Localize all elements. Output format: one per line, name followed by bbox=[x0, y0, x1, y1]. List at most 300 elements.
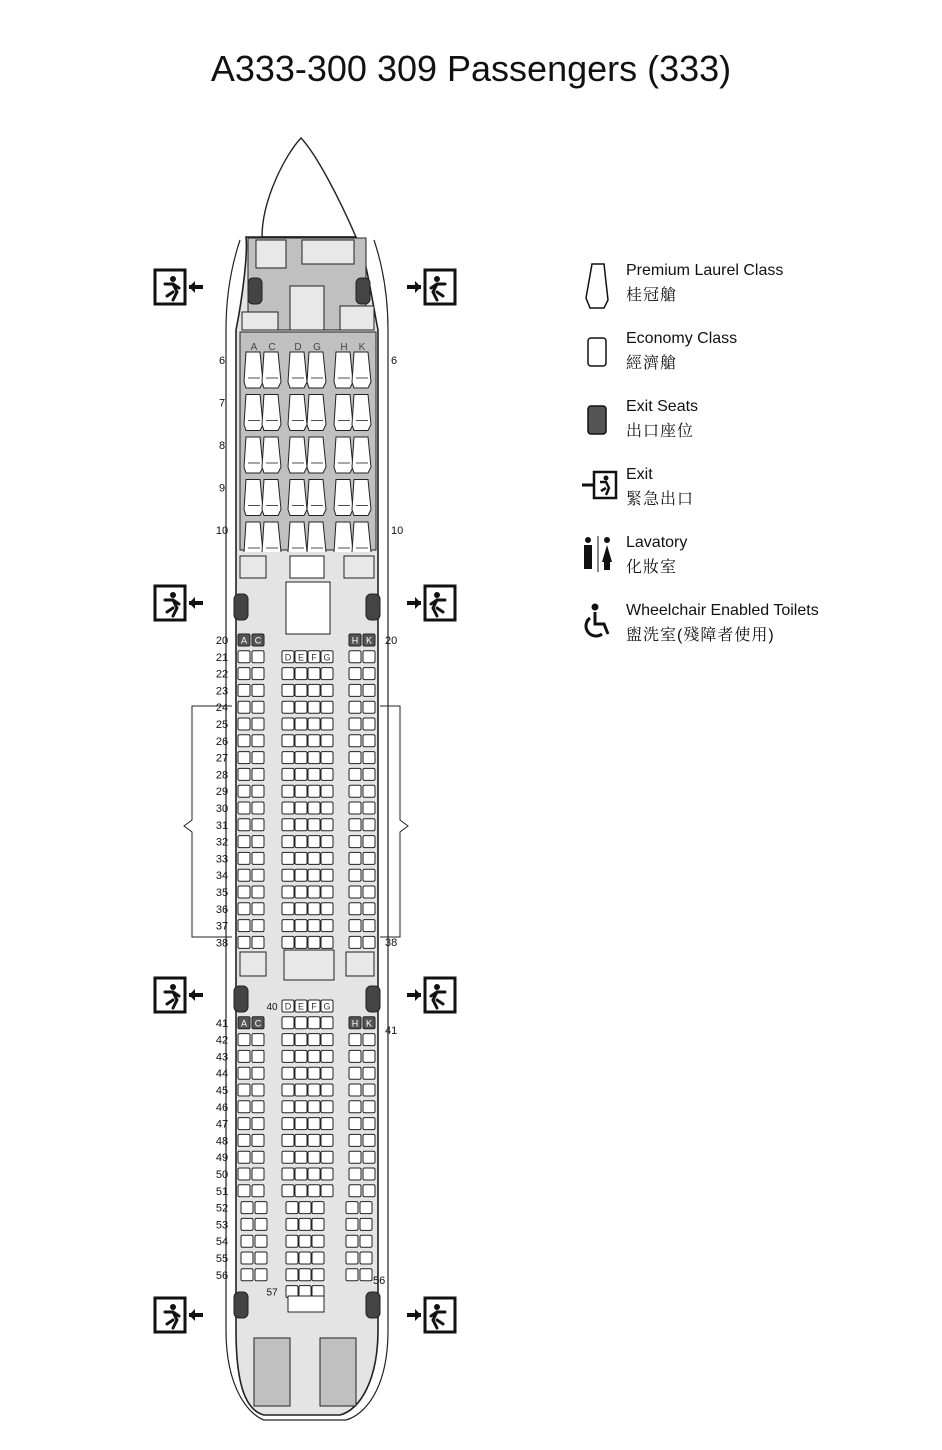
seat-body bbox=[282, 1134, 294, 1146]
legend-label-en: Exit Seats bbox=[626, 398, 699, 415]
exit-arrow-head bbox=[415, 1309, 421, 1321]
seat-body bbox=[308, 819, 320, 831]
seat-body bbox=[238, 886, 250, 898]
seat-body bbox=[308, 903, 320, 915]
economy-seat bbox=[346, 1252, 358, 1264]
economy-seat bbox=[295, 1017, 307, 1029]
seat-body bbox=[299, 1202, 311, 1214]
seat-body bbox=[282, 735, 294, 747]
premium-seat-icon bbox=[578, 262, 618, 312]
seat-letter: K bbox=[365, 635, 373, 646]
seat-letter: F bbox=[311, 1001, 317, 1012]
seat-body bbox=[282, 936, 294, 948]
economy-seat bbox=[252, 920, 264, 932]
exit-frame bbox=[155, 978, 185, 1012]
seat-body bbox=[241, 1252, 253, 1264]
economy-seat bbox=[252, 869, 264, 881]
economy-seat bbox=[363, 1034, 375, 1046]
economy-seat bbox=[282, 785, 294, 797]
economy-seat bbox=[321, 651, 333, 663]
seat-body bbox=[238, 1151, 250, 1163]
economy-seat bbox=[346, 1269, 358, 1281]
economy-seat bbox=[238, 1084, 250, 1096]
economy-seat bbox=[282, 1101, 294, 1113]
economy-seat bbox=[321, 1101, 333, 1113]
seat-body bbox=[299, 1269, 311, 1281]
legend-label-zh: 緊急出口 bbox=[626, 491, 695, 508]
legend-label-en: Lavatory bbox=[626, 534, 688, 551]
seat-body bbox=[308, 1185, 320, 1197]
right-brace bbox=[380, 706, 408, 937]
economy-seat bbox=[295, 1034, 307, 1046]
seat-body bbox=[349, 752, 361, 764]
row-label: 46 bbox=[215, 1101, 229, 1114]
economy-seat bbox=[308, 752, 320, 764]
economy-seat bbox=[363, 819, 375, 831]
seat-body bbox=[363, 920, 375, 932]
economy-seat bbox=[360, 1269, 372, 1281]
seat-body bbox=[349, 684, 361, 696]
exit-figure-body bbox=[431, 600, 445, 616]
exit-seat-shape bbox=[588, 406, 606, 434]
economy-seat bbox=[321, 836, 333, 848]
seat-body bbox=[363, 819, 375, 831]
seat-body bbox=[321, 1101, 333, 1113]
door bbox=[248, 278, 262, 304]
economy-seat bbox=[321, 869, 333, 881]
seat-body bbox=[363, 752, 375, 764]
seat-body bbox=[363, 651, 375, 663]
seat-body bbox=[349, 852, 361, 864]
economy-seat bbox=[282, 852, 294, 864]
seat-letter: D bbox=[294, 342, 302, 353]
premium-seat bbox=[334, 437, 353, 473]
premium-seat bbox=[288, 352, 307, 388]
seat-body bbox=[346, 1235, 358, 1247]
economy-seat bbox=[282, 1151, 294, 1163]
seat-body bbox=[295, 1101, 307, 1113]
economy-seat bbox=[238, 836, 250, 848]
exit-icon bbox=[407, 1298, 455, 1332]
economy-seat bbox=[238, 768, 250, 780]
wheelchair-toilets bbox=[284, 950, 334, 980]
seat-body bbox=[308, 1118, 320, 1130]
man-body bbox=[584, 545, 592, 569]
economy-seat bbox=[321, 819, 333, 831]
seat-body bbox=[282, 768, 294, 780]
seat-body bbox=[295, 668, 307, 680]
economy-seat bbox=[252, 1185, 264, 1197]
economy-seat bbox=[286, 1202, 298, 1214]
economy-seat bbox=[363, 768, 375, 780]
seat-body bbox=[282, 1050, 294, 1062]
row-label: 26 bbox=[215, 735, 229, 748]
row-label: 10 bbox=[391, 525, 404, 537]
premium-seat-shell bbox=[288, 395, 307, 431]
economy-seat bbox=[349, 802, 361, 814]
seat-body bbox=[308, 886, 320, 898]
seat-body bbox=[252, 819, 264, 831]
exit-seat bbox=[363, 1017, 375, 1029]
exit-figure-body bbox=[431, 1312, 445, 1328]
seat-body bbox=[286, 1252, 298, 1264]
seat-body bbox=[295, 1151, 307, 1163]
rear-lavatory-right bbox=[346, 952, 374, 976]
exit-arrow-head bbox=[189, 281, 195, 293]
seat-body bbox=[321, 785, 333, 797]
seat-body bbox=[321, 1034, 333, 1046]
seat-body bbox=[321, 1134, 333, 1146]
seat-body bbox=[252, 1118, 264, 1130]
economy-seat bbox=[295, 903, 307, 915]
row-label: 43 bbox=[215, 1051, 229, 1064]
economy-seat bbox=[308, 1134, 320, 1146]
economy-seat bbox=[308, 718, 320, 730]
economy-seat bbox=[321, 903, 333, 915]
economy-seat bbox=[363, 684, 375, 696]
seat-body bbox=[252, 768, 264, 780]
row-label: 55 bbox=[215, 1253, 229, 1265]
economy-seat bbox=[295, 836, 307, 848]
economy-seat bbox=[321, 802, 333, 814]
economy-seat bbox=[252, 852, 264, 864]
economy-seat bbox=[282, 802, 294, 814]
economy-seat bbox=[363, 1101, 375, 1113]
seat-body bbox=[363, 1134, 375, 1146]
economy-seat bbox=[363, 802, 375, 814]
seat-body bbox=[295, 936, 307, 948]
seat-body bbox=[238, 903, 250, 915]
seat-body bbox=[308, 1168, 320, 1180]
seat-body bbox=[295, 684, 307, 696]
seat-body bbox=[282, 819, 294, 831]
economy-seat bbox=[295, 785, 307, 797]
seat-body bbox=[282, 684, 294, 696]
seat-body bbox=[295, 819, 307, 831]
seat-body bbox=[349, 701, 361, 713]
economy-seat bbox=[349, 936, 361, 948]
economy-seat bbox=[295, 684, 307, 696]
economy-seat bbox=[308, 668, 320, 680]
premium-seat-shell bbox=[244, 352, 263, 388]
economy-seat bbox=[349, 701, 361, 713]
economy-seat bbox=[363, 920, 375, 932]
seat-letter: D bbox=[284, 652, 292, 663]
seat-body bbox=[295, 1134, 307, 1146]
legend-item bbox=[578, 534, 938, 594]
economy-seat bbox=[321, 1134, 333, 1146]
seat-body bbox=[252, 668, 264, 680]
economy-seat bbox=[255, 1252, 267, 1264]
seat-body bbox=[295, 785, 307, 797]
seat-body bbox=[282, 785, 294, 797]
seat-body bbox=[363, 936, 375, 948]
mid-bulkhead bbox=[290, 556, 324, 578]
seat-body bbox=[308, 869, 320, 881]
economy-seat bbox=[349, 651, 361, 663]
door bbox=[366, 594, 380, 620]
seat-body bbox=[282, 903, 294, 915]
seat-body bbox=[349, 668, 361, 680]
seat-body bbox=[349, 936, 361, 948]
economy-seat bbox=[363, 735, 375, 747]
seat-body bbox=[238, 735, 250, 747]
seat-body bbox=[252, 785, 264, 797]
seat-body bbox=[308, 1067, 320, 1079]
premium-seat-shell bbox=[352, 480, 371, 516]
economy-seat bbox=[282, 1168, 294, 1180]
row-label: 34 bbox=[215, 870, 229, 883]
economy-seat bbox=[238, 936, 250, 948]
economy-seat bbox=[349, 886, 361, 898]
wheelchair-head bbox=[592, 604, 599, 611]
premium-seat bbox=[244, 395, 263, 431]
legend-item bbox=[578, 330, 938, 390]
premium-seat bbox=[352, 395, 371, 431]
economy-seat bbox=[363, 903, 375, 915]
exit-arrow-head bbox=[415, 597, 421, 609]
seat-body bbox=[238, 768, 250, 780]
exit-seat bbox=[252, 1017, 264, 1029]
premium-seat bbox=[307, 352, 326, 388]
seat-body bbox=[321, 1168, 333, 1180]
economy-seat bbox=[238, 1101, 250, 1113]
seat-body bbox=[349, 718, 361, 730]
economy-seat bbox=[252, 768, 264, 780]
economy-seat bbox=[252, 1034, 264, 1046]
seat-body bbox=[349, 1034, 361, 1046]
economy-seat bbox=[238, 684, 250, 696]
seat-body bbox=[363, 718, 375, 730]
seat-body bbox=[295, 1118, 307, 1130]
seat-body bbox=[321, 852, 333, 864]
row-label: 6 bbox=[391, 355, 398, 367]
economy-seat bbox=[252, 1168, 264, 1180]
seat-body bbox=[363, 684, 375, 696]
seat-body bbox=[363, 1084, 375, 1096]
economy-seat bbox=[295, 802, 307, 814]
seat-body bbox=[321, 1118, 333, 1130]
economy-seat bbox=[363, 1118, 375, 1130]
seat-body bbox=[321, 768, 333, 780]
seat-body bbox=[308, 684, 320, 696]
economy-seat bbox=[282, 668, 294, 680]
seat-letter: G bbox=[313, 342, 321, 353]
exit-seat bbox=[349, 1017, 361, 1029]
economy-seat bbox=[238, 735, 250, 747]
seat-letter: A bbox=[240, 1018, 248, 1029]
seat-body bbox=[252, 1084, 264, 1096]
premium-seat bbox=[262, 480, 281, 516]
economy-seat bbox=[238, 1185, 250, 1197]
seat-body bbox=[255, 1235, 267, 1247]
economy-seat bbox=[282, 1067, 294, 1079]
economy-seat bbox=[363, 785, 375, 797]
economy-seat bbox=[282, 836, 294, 848]
economy-seat bbox=[252, 752, 264, 764]
economy-seat bbox=[321, 718, 333, 730]
economy-seat bbox=[295, 936, 307, 948]
economy-seat bbox=[252, 735, 264, 747]
seat-body bbox=[321, 903, 333, 915]
seat-body bbox=[349, 1185, 361, 1197]
premium-seat bbox=[262, 395, 281, 431]
seat-letter: H bbox=[351, 1018, 359, 1029]
seat-body bbox=[346, 1269, 358, 1281]
economy-seat bbox=[255, 1218, 267, 1230]
economy-seat bbox=[349, 785, 361, 797]
seat-body bbox=[363, 1034, 375, 1046]
seat-body bbox=[349, 1168, 361, 1180]
seat-body bbox=[308, 920, 320, 932]
seat-body bbox=[349, 651, 361, 663]
seat-body bbox=[282, 1118, 294, 1130]
seat-body bbox=[295, 836, 307, 848]
seat-body bbox=[363, 1101, 375, 1113]
seat-body bbox=[282, 1185, 294, 1197]
seat-body bbox=[360, 1235, 372, 1247]
seat-body bbox=[295, 869, 307, 881]
seat-body bbox=[349, 1101, 361, 1113]
economy-seat bbox=[252, 1151, 264, 1163]
seat-body bbox=[308, 852, 320, 864]
seat-body bbox=[349, 802, 361, 814]
economy-seat bbox=[299, 1202, 311, 1214]
seat-body bbox=[308, 1084, 320, 1096]
economy-seat bbox=[282, 1034, 294, 1046]
row-label: 20 bbox=[215, 635, 229, 647]
seat-body bbox=[282, 1034, 294, 1046]
economy-seat bbox=[363, 1151, 375, 1163]
seat-body bbox=[360, 1202, 372, 1214]
economy-seat bbox=[349, 1118, 361, 1130]
economy-seat bbox=[363, 668, 375, 680]
economy-seat bbox=[295, 768, 307, 780]
exit-frame bbox=[425, 586, 455, 620]
economy-seat bbox=[252, 1101, 264, 1113]
economy-seat bbox=[349, 752, 361, 764]
seat-body bbox=[349, 920, 361, 932]
row-label: 50 bbox=[215, 1169, 229, 1181]
premium-seat-shell bbox=[262, 480, 281, 516]
rear-galley-right bbox=[320, 1338, 356, 1406]
economy-seat bbox=[286, 1252, 298, 1264]
economy-seat bbox=[238, 1118, 250, 1130]
economy-seat bbox=[346, 1235, 358, 1247]
economy-seat bbox=[308, 1084, 320, 1096]
economy-seat bbox=[321, 735, 333, 747]
seat-body bbox=[238, 684, 250, 696]
seat-body bbox=[295, 735, 307, 747]
seat-body bbox=[252, 852, 264, 864]
economy-seat bbox=[308, 903, 320, 915]
economy-seat bbox=[252, 802, 264, 814]
economy-seat bbox=[349, 668, 361, 680]
seat-body bbox=[238, 785, 250, 797]
exit-figure-head bbox=[170, 1304, 176, 1310]
economy-seat bbox=[238, 1168, 250, 1180]
economy-seat bbox=[321, 768, 333, 780]
exit-frame bbox=[155, 270, 185, 304]
exit-arrow-head bbox=[189, 1309, 195, 1321]
row-label: 20 bbox=[385, 635, 398, 647]
seat-body bbox=[321, 920, 333, 932]
economy-seat bbox=[349, 1084, 361, 1096]
seat-body bbox=[252, 920, 264, 932]
seat-body bbox=[238, 701, 250, 713]
woman-body bbox=[602, 545, 612, 570]
economy-seat bbox=[312, 1269, 324, 1281]
legend-item bbox=[578, 466, 938, 526]
exit-figure-head bbox=[170, 984, 176, 990]
seat-body bbox=[321, 802, 333, 814]
economy-seat bbox=[238, 1034, 250, 1046]
economy-seat bbox=[363, 1185, 375, 1197]
economy-seat bbox=[238, 903, 250, 915]
economy-seat bbox=[238, 1050, 250, 1062]
seat-body bbox=[241, 1235, 253, 1247]
economy-seat bbox=[346, 1202, 358, 1214]
economy-seat bbox=[282, 886, 294, 898]
economy-seat bbox=[321, 1000, 333, 1012]
economy-seat bbox=[321, 1034, 333, 1046]
seat-body bbox=[252, 836, 264, 848]
economy-seat bbox=[349, 1034, 361, 1046]
seat-body bbox=[295, 768, 307, 780]
seat-body bbox=[252, 869, 264, 881]
economy-seat bbox=[363, 1084, 375, 1096]
premium-seat bbox=[307, 395, 326, 431]
economy-seat bbox=[238, 1134, 250, 1146]
economy-seat bbox=[363, 1134, 375, 1146]
economy-seat bbox=[295, 1067, 307, 1079]
economy-seat bbox=[295, 651, 307, 663]
economy-seat bbox=[252, 718, 264, 730]
economy-seat bbox=[308, 802, 320, 814]
economy-seat bbox=[295, 1101, 307, 1113]
seat-body bbox=[295, 1017, 307, 1029]
seat-body bbox=[282, 1151, 294, 1163]
economy-seat bbox=[308, 651, 320, 663]
row-label: 57 bbox=[266, 1287, 278, 1299]
economy-seat bbox=[363, 852, 375, 864]
premium-seat bbox=[334, 480, 353, 516]
seat-body bbox=[252, 936, 264, 948]
exit-seat bbox=[252, 634, 264, 646]
row-label: 47 bbox=[215, 1118, 229, 1131]
economy-seat bbox=[321, 886, 333, 898]
exit-seat bbox=[363, 634, 375, 646]
exit-figure-body bbox=[165, 992, 179, 1008]
seat-body bbox=[308, 718, 320, 730]
premium-seat bbox=[244, 352, 263, 388]
economy-seat bbox=[238, 1067, 250, 1079]
seat-body bbox=[308, 768, 320, 780]
economy-seat bbox=[238, 1151, 250, 1163]
seat-body bbox=[295, 920, 307, 932]
economy-seat bbox=[363, 651, 375, 663]
seat-body bbox=[252, 1067, 264, 1079]
premium-seat-shell bbox=[244, 395, 263, 431]
economy-seat bbox=[282, 1185, 294, 1197]
economy-seat bbox=[321, 852, 333, 864]
exit-figure-head bbox=[434, 276, 440, 282]
exit-arrow-head bbox=[415, 989, 421, 1001]
economy-seat bbox=[295, 1000, 307, 1012]
seat-body bbox=[308, 802, 320, 814]
seat-body bbox=[308, 752, 320, 764]
seat-body bbox=[363, 1050, 375, 1062]
